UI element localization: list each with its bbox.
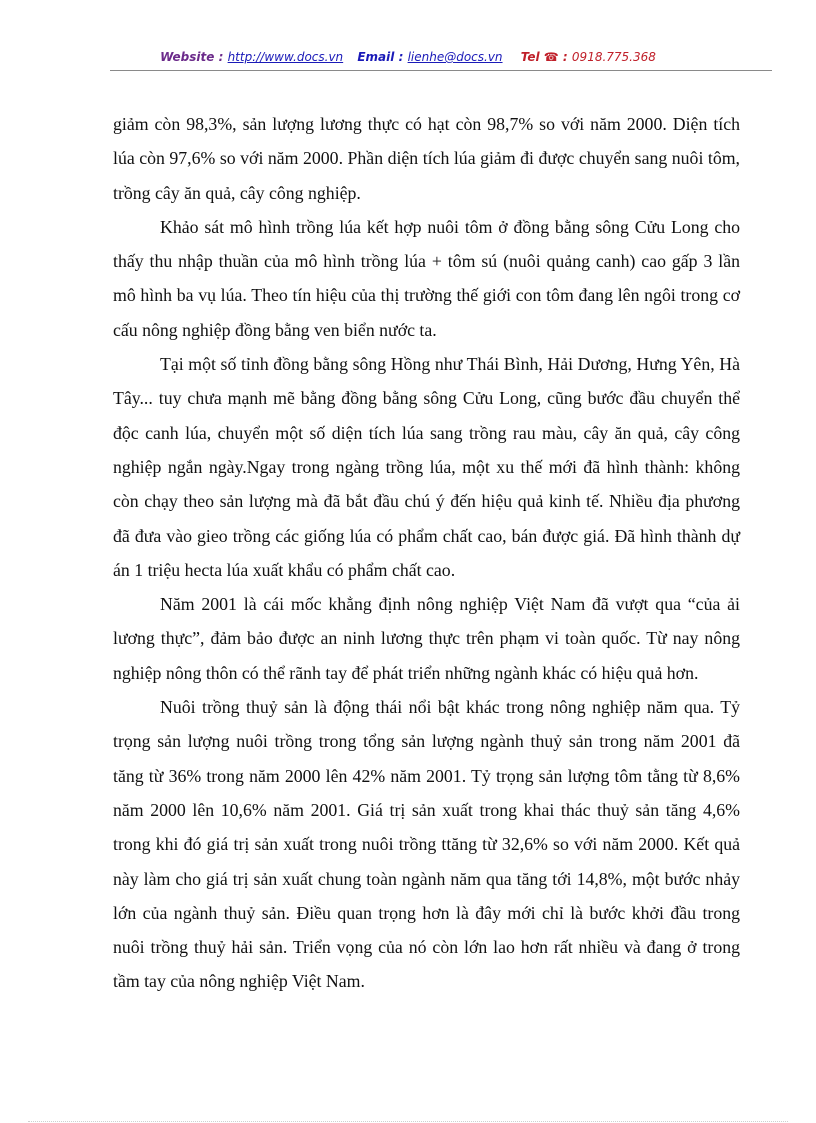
paragraph-5: Nuôi trồng thuỷ sản là động thái nổi bật khác trong nông nghiệp năm qua. Tỷ trọng sản lượng nuôi trồng trong tổng sản lượng ngành thuỷ sản trong năm 2001 đã tăng từ 36% trong năm 2000 lên 42% năm 2001. Tỷ trọng sản lượng tôm tằng từ 8,6% năm 2000 lên 10,6% năm 2001. Giá trị sản xuất trong khai thác thuỷ sản tăng 4,6% trong khi đó giá trị sản xuất trong nuôi trồng ttăng từ 32,6% so với năm 2000. Kết quả này làm cho giá trị sản xuất chung toàn ngành năm qua tăng tới 14,8%, một bước nhảy lớn của ngành thuỷ sản. Điều quan trọng hơn là đây mới chỉ là bước khởi đầu trong nuôi trồng thuỷ hải sản. Triển vọng của nó còn lớn lao hơn rất nhiều và đang ở trong tầm tay của nông nghiệp Việt Nam.: [113, 697, 740, 992]
paragraph-1: giảm còn 98,3%, sản lượng lương thực có hạt còn 98,7% so với năm 2000. Diện tích lúa còn 97,6% so với năm 2000. Phần diện tích lúa giảm đi được chuyển sang nuôi tôm, trồng cây ăn quả, cây công nghiệp.: [113, 114, 740, 203]
website-link[interactable]: http://www.docs.vn: [227, 50, 344, 64]
paragraph-2: Khảo sát mô hình trồng lúa kết hợp nuôi tôm ở đồng bằng sông Cửu Long cho thấy thu nhập thuần của mô hình trồng lúa + tôm sú (nuôi quảng canh) cao gấp 3 lần mô hình ba vụ lúa. Theo tín hiệu của thị trường thế giới con tôm đang lên ngôi trong cơ cấu nông nghiệp đồng bằng ven biển nước ta.: [113, 216, 740, 340]
paragraph-4: Năm 2001 là cái mốc khẳng định nông nghiệp Việt Nam đã vượt qua “của ải lương thực”, đảm bảo được an ninh lương thực trên phạm vi toàn quốc. Từ nay nông nghiệp nông thôn có thể rãnh tay để phát triển những ngành khác có hiệu quả hơn.: [113, 594, 740, 683]
website-label: Website :: [160, 50, 224, 64]
document-body: [113, 107, 740, 999]
email-link[interactable]: lienhe@docs.vn: [407, 50, 503, 64]
page-bottom-border: [28, 1121, 788, 1122]
email-label: Email :: [357, 50, 404, 64]
page-header: [0, 50, 816, 64]
header-divider: [110, 70, 772, 71]
paragraph-3: Tại một số tỉnh đồng bằng sông Hồng như Thái Bình, Hải Dương, Hưng Yên, Hà Tây... tuy chưa mạnh mẽ bằng đồng bằng sông Cửu Long, cũng bước đầu chuyển thể độc canh lúa, chuyển một số diện tích lúa sang trồng rau màu, cây ăn quả, cây công nghiệp ngắn ngày.Ngay trong ngàng trồng lúa, một xu thế mới đã hình thành: không còn chạy theo sản lượng mà đã bắt đầu chú ý đến hiệu quả kinh tế. Nhiều địa phương đã đưa vào gieo trồng các giống lúa có phẩm chất cao, bán được giá. Đã hình thành dự án 1 triệu hecta lúa xuất khẩu có phẩm chất cao.: [113, 354, 740, 580]
tel-label: Tel ☎ :: [520, 50, 568, 64]
tel-number: 0918.775.368: [571, 50, 656, 64]
